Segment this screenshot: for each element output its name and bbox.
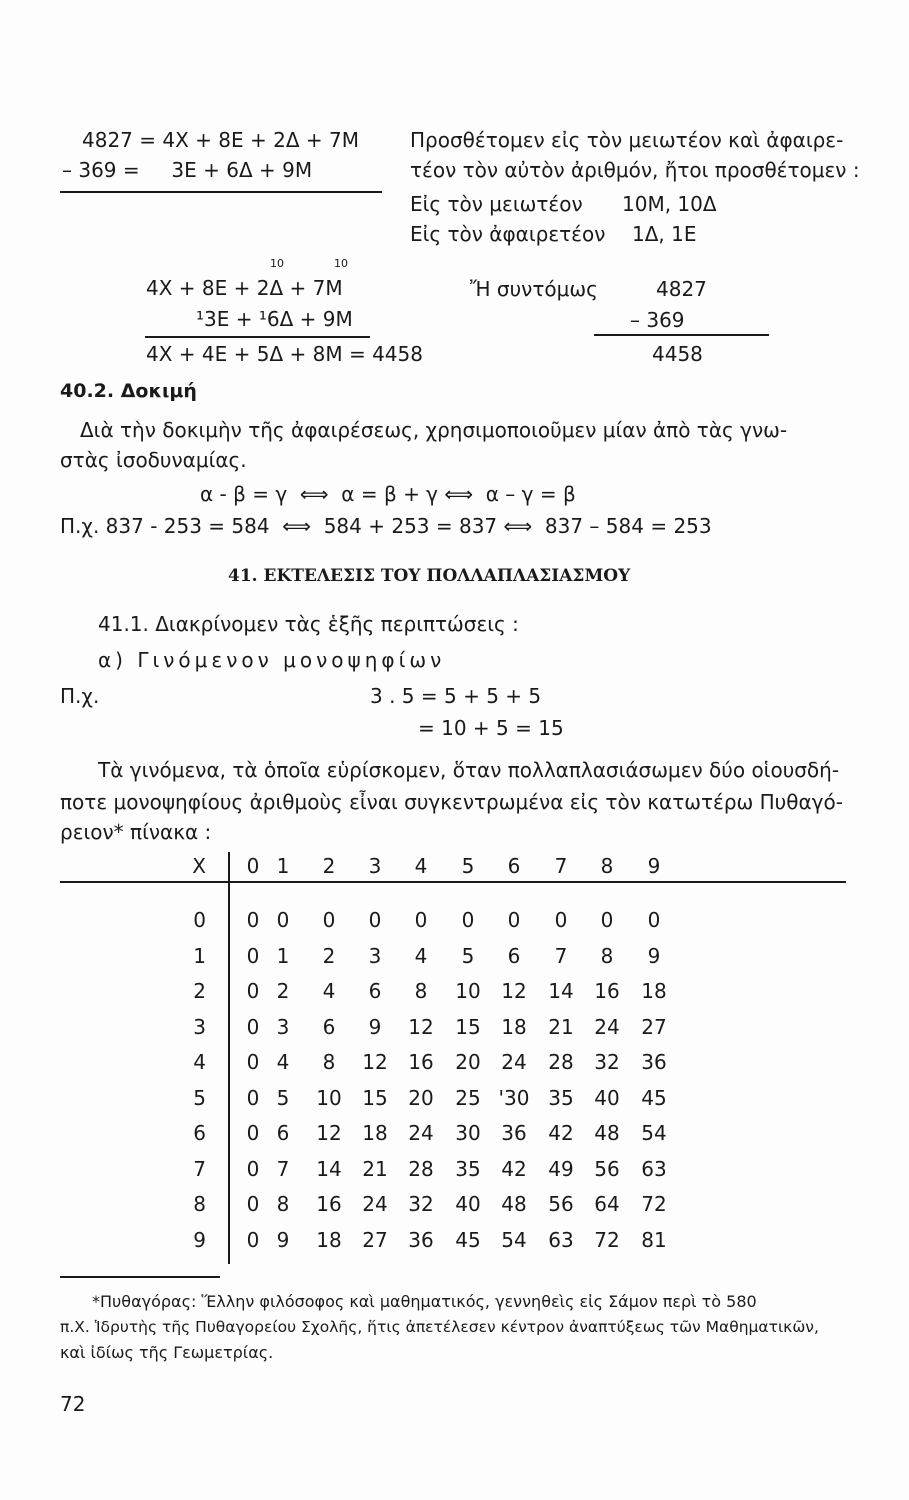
table-cell: 16 bbox=[594, 979, 620, 1003]
table-cell: 32 bbox=[594, 1050, 620, 1074]
table-cell: 8 bbox=[414, 979, 428, 1003]
table-cell: 0 bbox=[647, 908, 661, 932]
table-cell: 36 bbox=[408, 1227, 434, 1252]
table-cell: 14 bbox=[548, 979, 574, 1003]
table-cell: 15 bbox=[362, 1085, 388, 1110]
table-cell: 24 bbox=[501, 1050, 527, 1074]
table-cell: 4 bbox=[414, 943, 428, 968]
table-cell: 16 bbox=[316, 1192, 342, 1216]
table-cell: 12 bbox=[362, 1050, 388, 1074]
footnote-line-1: *Πυθαγόρας: Ἕλλην φιλόσοφος καὶ μαθηματικός, γεννηθεὶς εἰς Σάμον περὶ τὸ 580 bbox=[92, 1292, 757, 1311]
short-label: Ἤ συντόμως bbox=[470, 277, 598, 301]
table-cell: 24 bbox=[408, 1121, 434, 1145]
table-cell: 0 bbox=[246, 1121, 260, 1145]
table-cell: 72 bbox=[641, 1192, 667, 1216]
table-cell: 20 bbox=[455, 1050, 481, 1074]
table-cell: 27 bbox=[362, 1227, 388, 1252]
example-line-2: = 10 + 5 = 15 bbox=[418, 716, 564, 740]
table-column-header: 7 bbox=[554, 854, 568, 878]
paragraph-line-2: ποτε μονοψηφίους ἀριθμοὺς εἶναι συγκεντρωμένα εἰς τὸν κατωτέρω Πυθαγό- bbox=[60, 790, 843, 814]
paragraph-line-3: ρειον* πίνακα : bbox=[60, 820, 212, 844]
table-cell: 7 bbox=[554, 943, 568, 968]
table-cell: 1 bbox=[276, 943, 290, 968]
table-cell: 7 bbox=[276, 1156, 290, 1181]
table-column-header: 4 bbox=[414, 854, 428, 878]
table-cell: 9 bbox=[276, 1227, 290, 1252]
table-column-header: 5 bbox=[461, 854, 475, 878]
table-cell: 2 bbox=[322, 943, 336, 968]
table-cell: 56 bbox=[594, 1156, 620, 1181]
carry-ten-a: 10 bbox=[270, 257, 284, 270]
table-column-header: 2 bbox=[322, 854, 336, 878]
table-column-header: 1 bbox=[276, 854, 290, 878]
section-40-2-text-2: στὰς ἰσοδυναμίας. bbox=[60, 448, 247, 472]
table-cell: 49 bbox=[548, 1156, 574, 1181]
table-column-header: 6 bbox=[507, 854, 521, 878]
explanation-line-2: τέον τὸν αὐτὸν ἀριθμόν, ἤτοι προσθέτομεν : bbox=[410, 158, 860, 182]
table-cell: 0 bbox=[246, 908, 260, 932]
table-cell: 25 bbox=[455, 1085, 481, 1110]
table-vertical-rule bbox=[228, 852, 230, 1264]
table-cell: 12 bbox=[501, 979, 527, 1003]
footnote-line-2: π.Χ. Ἱδρυτὴς τῆς Πυθαγορείου Σχολῆς, ἥτις ἀπετέλεσεν κέντρον ἀναπτύξεως τῶν Μαθηματικῶν, bbox=[60, 1318, 819, 1336]
case-a-title: α) Γινόμενον μονοψηφίων bbox=[98, 648, 446, 672]
table-cell: 6 bbox=[322, 1014, 336, 1039]
table-cell: 21 bbox=[362, 1156, 388, 1181]
subtraction-rule-2 bbox=[145, 336, 370, 338]
table-cell: 12 bbox=[408, 1014, 434, 1039]
table-cell: 9 bbox=[647, 943, 661, 968]
table-cell: 0 bbox=[554, 908, 568, 932]
table-cell: 0 bbox=[368, 908, 382, 932]
table-cell: 54 bbox=[641, 1121, 667, 1145]
table-cell: 30 bbox=[455, 1121, 481, 1145]
table-cell: 24 bbox=[362, 1192, 388, 1216]
table-cell: 4 bbox=[276, 1050, 290, 1074]
table-column-header: 3 bbox=[368, 854, 382, 878]
table-row-label: 8 bbox=[193, 1192, 206, 1216]
table-cell: 14 bbox=[316, 1156, 342, 1181]
footnote-rule bbox=[60, 1276, 220, 1278]
equivalence-formula: α - β = γ ⟺ α = β + γ ⟺ α – γ = β bbox=[200, 482, 576, 506]
table-cell: 18 bbox=[641, 979, 667, 1003]
table-cell: 28 bbox=[548, 1050, 574, 1074]
table-cell: 24 bbox=[594, 1014, 620, 1039]
table-cell: 4 bbox=[322, 979, 336, 1003]
equivalence-example: Π.χ. 837 - 253 = 584 ⟺ 584 + 253 = 837 ⟺ 837 – 584 = 253 bbox=[60, 514, 712, 538]
table-cell: 16 bbox=[408, 1050, 434, 1074]
table-cell: 0 bbox=[276, 908, 290, 932]
section-40-2-text-1: Διὰ τὴν δοκιμὴν τῆς ἀφαιρέσεως, χρησιμοποιοῦμεν μίαν ἀπὸ τὰς γνω- bbox=[80, 418, 788, 442]
table-cell: 0 bbox=[246, 1085, 260, 1110]
table-cell: 8 bbox=[600, 943, 614, 968]
table-cell: 63 bbox=[548, 1227, 574, 1252]
table-cell: 8 bbox=[276, 1192, 290, 1216]
table-cell: 42 bbox=[501, 1156, 527, 1181]
table-cell: 36 bbox=[641, 1050, 667, 1074]
to-subtrahend-value: 1Δ, 1Ε bbox=[632, 222, 697, 246]
short-subtrahend: – 369 bbox=[630, 308, 685, 332]
example-line-1: 3 . 5 = 5 + 5 + 5 bbox=[370, 684, 542, 708]
table-cell: 32 bbox=[408, 1192, 434, 1216]
subtraction-line-3: 4X + 8E + 2Δ + 7M bbox=[146, 276, 343, 300]
table-cell: 6 bbox=[507, 943, 521, 968]
table-cell: '30 bbox=[498, 1085, 530, 1110]
section-41-1-heading: 41.1. Διακρίνομεν τὰς ἑξῆς περιπτώσεις : bbox=[98, 612, 519, 636]
table-row-label: 3 bbox=[193, 1014, 206, 1039]
table-cell: 0 bbox=[246, 1227, 260, 1252]
table-cell: 40 bbox=[594, 1085, 620, 1110]
table-cell: 0 bbox=[414, 908, 428, 932]
table-cell: 0 bbox=[246, 979, 260, 1003]
footnote-line-3: καὶ ἰδίως τῆς Γεωμετρίας. bbox=[60, 1343, 274, 1362]
explanation-line-1: Προσθέτομεν εἰς τὸν μειωτέον καὶ ἀφαιρε- bbox=[410, 128, 844, 152]
table-cell: 0 bbox=[246, 943, 260, 968]
table-cell: 18 bbox=[316, 1227, 342, 1252]
table-cell: 0 bbox=[507, 908, 521, 932]
table-cell: 35 bbox=[455, 1156, 481, 1181]
table-cell: 0 bbox=[600, 908, 614, 932]
table-corner-label: X bbox=[192, 854, 206, 878]
table-cell: 64 bbox=[594, 1192, 620, 1216]
table-cell: 20 bbox=[408, 1085, 434, 1110]
table-cell: 9 bbox=[368, 1014, 382, 1039]
table-row-label: 9 bbox=[193, 1227, 206, 1252]
paragraph-line-1: Τὰ γινόμενα, τὰ ὁποῖα εὑρίσκομεν, ὅταν πολλαπλασιάσωμεν δύο οἱουσδή- bbox=[98, 758, 840, 782]
table-cell: 18 bbox=[362, 1121, 388, 1145]
table-column-header: 8 bbox=[600, 854, 614, 878]
table-cell: 48 bbox=[501, 1192, 527, 1216]
subtraction-result: 4X + 4E + 5Δ + 8M = 4458 bbox=[146, 342, 423, 366]
short-result: 4458 bbox=[652, 342, 703, 366]
table-cell: 21 bbox=[548, 1014, 574, 1039]
table-cell: 3 bbox=[276, 1014, 290, 1039]
table-column-header: 9 bbox=[647, 854, 661, 878]
table-cell: 42 bbox=[548, 1121, 574, 1145]
table-cell: 5 bbox=[276, 1085, 290, 1110]
subtraction-line-1: 4827 = 4X + 8E + 2Δ + 7M bbox=[82, 128, 359, 152]
short-minuend: 4827 bbox=[656, 277, 707, 301]
table-row-label: 7 bbox=[193, 1156, 206, 1181]
table-row-label: 0 bbox=[193, 908, 206, 932]
table-cell: 10 bbox=[455, 979, 481, 1003]
table-cell: 35 bbox=[548, 1085, 574, 1110]
table-cell: 10 bbox=[316, 1085, 342, 1110]
table-cell: 28 bbox=[408, 1156, 434, 1181]
subtraction-line-2: – 369 = 3E + 6Δ + 9M bbox=[62, 158, 313, 182]
table-cell: 0 bbox=[246, 1014, 260, 1039]
table-cell: 36 bbox=[501, 1121, 527, 1145]
table-row-label: 6 bbox=[193, 1121, 206, 1145]
page-number: 72 bbox=[60, 1392, 86, 1416]
table-row-label: 4 bbox=[193, 1050, 206, 1074]
table-cell: 27 bbox=[641, 1014, 667, 1039]
table-cell: 72 bbox=[594, 1227, 620, 1252]
example-label: Π.χ. bbox=[60, 684, 100, 708]
table-cell: 15 bbox=[455, 1014, 481, 1039]
table-row-label: 5 bbox=[193, 1085, 206, 1110]
table-cell: 0 bbox=[246, 1050, 260, 1074]
subtraction-rule-1 bbox=[60, 191, 382, 193]
table-cell: 81 bbox=[641, 1227, 667, 1252]
to-minuend-label: Εἰς τὸν μειωτέον bbox=[410, 192, 583, 216]
short-rule bbox=[594, 334, 769, 336]
table-cell: 18 bbox=[501, 1014, 527, 1039]
table-row-label: 1 bbox=[193, 943, 206, 968]
table-column-header: 0 bbox=[246, 854, 260, 878]
table-cell: 0 bbox=[246, 1156, 260, 1181]
table-cell: 5 bbox=[461, 943, 475, 968]
table-cell: 6 bbox=[276, 1121, 290, 1145]
section-41-heading: 41. ΕΚΤΕΛΕΣΙΣ ΤΟΥ ΠΟΛΛΑΠΛΑΣΙΑΣΜΟΥ bbox=[228, 566, 631, 586]
table-cell: 0 bbox=[322, 908, 336, 932]
table-cell: 3 bbox=[368, 943, 382, 968]
to-subtrahend-label: Εἰς τὸν ἀφαιρετέον bbox=[410, 222, 606, 246]
table-cell: 40 bbox=[455, 1192, 481, 1216]
to-minuend-value: 10Μ, 10Δ bbox=[622, 192, 717, 216]
table-cell: 6 bbox=[368, 979, 382, 1003]
table-cell: 8 bbox=[322, 1050, 336, 1074]
table-cell: 54 bbox=[501, 1227, 527, 1252]
table-row-label: 2 bbox=[193, 979, 206, 1003]
table-cell: 56 bbox=[548, 1192, 574, 1216]
table-cell: 63 bbox=[641, 1156, 667, 1181]
carry-ten-b: 10 bbox=[334, 257, 348, 270]
table-cell: 2 bbox=[276, 979, 290, 1003]
table-header-rule bbox=[60, 881, 846, 883]
table-cell: 48 bbox=[594, 1121, 620, 1145]
section-40-2-heading: 40.2. Δοκιμή bbox=[60, 380, 197, 402]
table-cell: 12 bbox=[316, 1121, 342, 1145]
table-cell: 45 bbox=[641, 1085, 667, 1110]
table-cell: 45 bbox=[455, 1227, 481, 1252]
table-cell: 0 bbox=[461, 908, 475, 932]
table-cell: 0 bbox=[246, 1192, 260, 1216]
subtraction-line-4: ¹3E + ¹6Δ + 9M bbox=[196, 307, 353, 331]
